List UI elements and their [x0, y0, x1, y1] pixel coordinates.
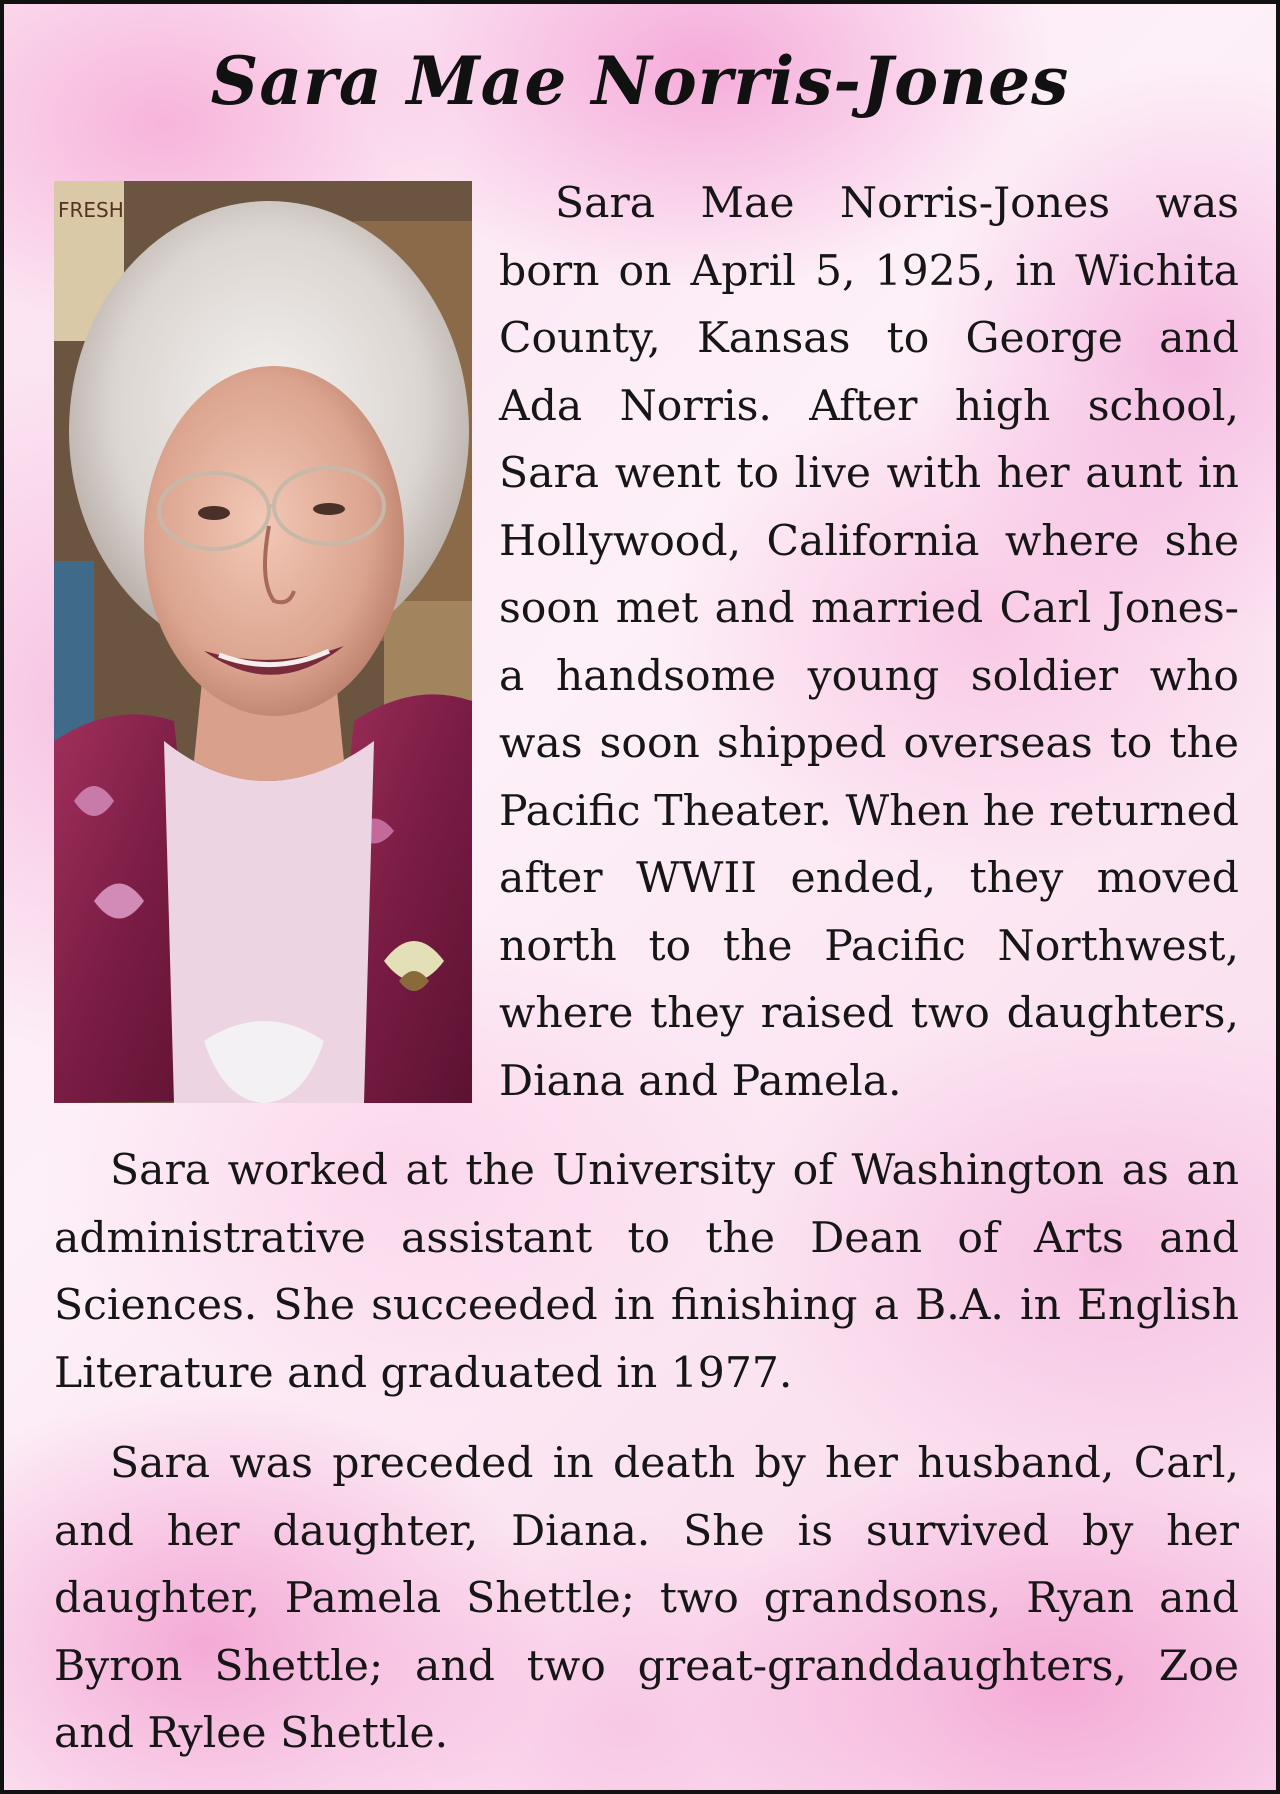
obituary-paragraph-1: Sara Mae Norris-Jones was born on April 5, 1925, in Wichita County, Kansas to George and Ada Norris. After high school, Sara went to live with her aunt in Hollywood, California where she soon met and married Carl Jones- a handsome young soldier who was soon shipped overseas to the Pacific Theater. When he returned after WWII ended, they moved north to the Pacific Northwest, where they raised two daughters, Diana and Pamela. [499, 179, 1239, 1106]
obituary-paragraph-3: Sara was preceded in death by her husband, Carl, and her daughter, Diana. She is survived by her daughter, Pamela Shettle; two grandsons, Ryan and Byron Shettle; and two great-granddaughters, Zoe and Rylee Shettle. [54, 1439, 1239, 1758]
obituary-paragraph-2: Sara worked at the University of Washington as an administrative assistant to the Dean of Arts and Sciences. She succeeded in finishing a B.A. in English Literature and graduated in 1977. [54, 1146, 1239, 1398]
obituary-title: Sara Mae Norris-Jones [210, 42, 1070, 120]
portrait-photo [54, 181, 472, 1103]
portrait-illustration [54, 181, 472, 1103]
photo-sign-text: FRESH [58, 198, 124, 222]
